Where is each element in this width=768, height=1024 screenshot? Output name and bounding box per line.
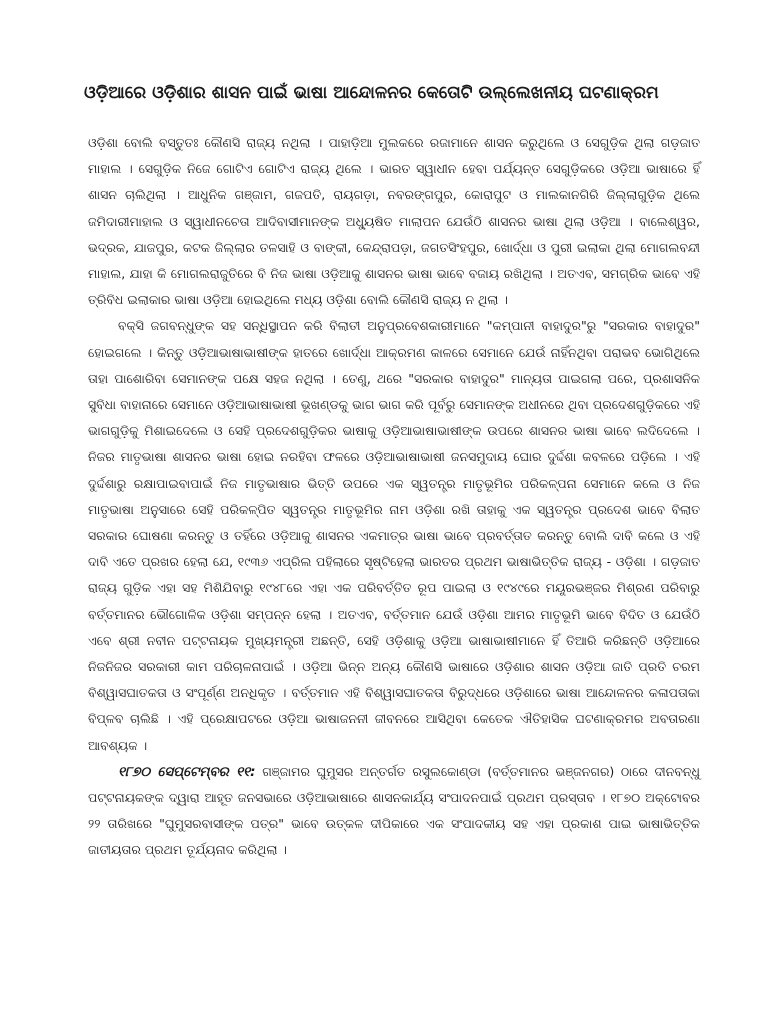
event-date: ୧୮୭୦ ସେପ୍ଟେମ୍ବର ୧୧: — [118, 763, 256, 780]
document-title: ଓଡ଼ିଆରେ ଓଡ଼ିଶାର ଶାସନ ପାଇଁ ଭାଷା ଆନ୍ଦୋଳନର କେତୋଟି ଉଲ୍ଲେଖନୀୟ ଘଟଣାକ୍ରମ — [84, 83, 659, 103]
paragraph-2: ବକ୍ସି ଜଗବନ୍ଧୁଙ୍କ ସହ ସନ୍ଧିସ୍ଥାପନ କରି ବିଲାତୀ ଅନୁପ୍ରବେଶକାରୀମାନେ "କମ୍ପାନୀ ବାହାଦୁର"ରୁ "ସରକାର ବାହାଦୁର" ହୋଇଗଲେ । କିନ୍ତୁ ଓଡ଼ିଆଭାଷାଭାଷୀଙ୍କ ହାତରେ ଖୋର୍ଦ୍ଧା ଆକ୍ରମଣ କାଳରେ ସେମାନେ ଯେଉଁ ନାହିଁନଥିବା ପରାଭବ ଭୋଗିଥିଲେ ତାହା ପାଶୋରିବା ସେମାନଙ୍କ ପକ୍ଷେ ସହଜ ନଥିଲା । ତେଣୁ, ଥରେ "ସରକାର ବାହାଦୁର" ମାନ୍ୟତା ପାଇଗଲା ପରେ, ପ୍ରଶାସନିକ ସୁବିଧା ବାହାନାରେ ସେମାନେ ଓଡ଼ିଆଭାଷାଭାଷୀ ଭୂଖଣ୍ଡକୁ ଭାଗ ଭାଗ କରି ପୂର୍ବରୁ ସେମାନଙ୍କ ଅଧୀନରେ ଥିବା ପ୍ରଦେଶଗୁଡ଼ିକରେ ଏହି ଭାଗଗୁଡ଼ିକୁ ମିଶାଇଦେଲେ ଓ ସେହି ପ୍ରଦେଶଗୁଡ଼ିକର ଭାଷାକୁ ଓଡ଼ିଆଭାଷାଭାଷୀଙ୍କ ଉପରେ ଶାସନର ଭାଷା ଭାବେ ଲଦିଦେଲେ । ନିଜର ମାତୃଭାଷା ଶାସନର ଭାଷା ହୋଇ ନରହିବା ଫଳରେ ଓଡ଼ିଆଭାଷାଭାଷୀ ଜନସମୁଦାୟ ଘୋର ଦୁର୍ଦ୍ଦଶା କବଳରେ ପଡ଼ିଲେ । ଏହି ଦୁର୍ଦ୍ଦଶାରୁ ରକ୍ଷାପାଇବାପାଇଁ ନିଜ ମାତୃଭାଷାର ଭିତ୍ତି ଉପରେ ଏକ ସ୍ୱତନ୍ତ୍ର ମାତୃଭୂମିର ପରିକଳ୍ପନା ସେମାନେ କଲେ ଓ ନିଜ ମାତୃଭାଷା ଅନୁସାରେ ସେହି ପରିକଳ୍ପିତ ସ୍ୱତନ୍ତ୍ର ମାତୃଭୂମିର ନାମ ଓଡ଼ିଶା ରଖି ତାହାକୁ ଏକ ସ୍ୱତନ୍ତ୍ର ପ୍ରଦେଶ ଭାବେ ବିଲାତ ସରକାର ଘୋଷଣା କରନ୍ତୁ ଓ ତହିଁରେ ଓଡ଼ିଆକୁ ଶାସନର ଏକମାତ୍ର ଭାଷା ଭାବେ ପ୍ରବର୍ତ୍ତାତ କରନ୍ତୁ ବୋଲି ଦାବି କଲେ ଓ ଏହି ଦାବି ଏତେ ପ୍ରଖର ହେଲା ଯେ, ୧୯୩୬ ଏପ୍ରିଲ ପହିଲାରେ ସୃଷ୍ଟିହେଲା ଭାରତର ପ୍ରଥମ ଭାଷାଭିତ୍ତିକ ରାଜ୍ୟ - ଓଡ଼ିଶା । ଗଡ଼ଜାତ ରାଜ୍ୟ ଗୁଡ଼ିକ ଏହା ସହ ମିଶିଯିବାରୁ ୧୯୪୮ରେ ଏହା ଏକ ପରିବର୍ତ୍ତିତ ରୂପ ପାଇଲା ଓ ୧୯୪୯ରେ ମୟୂରଭଞ୍ଜର ମିଶ୍ରଣ ପରିବାରୁ ବର୍ତ୍ତମାନର ଭୌଗୋଳିକ ଓଡ଼ିଶା ସମ୍ପନ୍ନ ହେଲା । ଅତଏବ, ବର୍ତ୍ତମାନ ଯେଉଁ ଓଡ଼ିଶା ଆମର ମାତୃଭୂମି ଭାବେ ବିଦିତ ଓ ଯେଉଁଠି ଏବେ ଶ୍ରୀ ନବୀନ ପଟ୍ଟନାୟକ ମୁଖ୍ୟମନ୍ତ୍ରୀ ଅଛନ୍ତି, ସେହି ଓଡ଼ିଶାକୁ ଓଡ଼ିଆ ଭାଷାଭାଷୀମାନେ ହିଁ ତିଆରି କରିଛନ୍ତି ଓଡ଼ିଆରେ ନିଜନିଜର ସରକାରୀ କାମ ପରିଚାଳନାପାଇଁ । ଓଡ଼ିଆ ଭିନ୍ନ ଅନ୍ୟ କୌଣସି ଭାଷାରେ ଓଡ଼ିଶାର ଶାସନ ଓଡ଼ିଆ ଜାତି ପ୍ରତି ଚରମ ବିଶ୍ୱାସଘାତକତା ଓ ସଂପୂର୍ଣ୍ଣ ଅନଧିକୃତ । ବର୍ତ୍ତମାନ ଏହି ବିଶ୍ୱାସଘାତକତା ବିରୁଦ୍ଧରେ ଓଡ଼ିଶାରେ ଭାଷା ଆନ୍ଦୋଳନର କଳାପତାକା ବିପ୍ଳବ ଚାଲିଛି । ଏହି ପ୍ରେକ୍ଷାପଟରେ ଓଡ଼ିଆ ଭାଷାଜନନୀ ଜୀବନରେ ଆସିଥିବା କେତେକ ଐତିହାସିକ ଘଟଣାକ୍ରମର ଅବତାରଣା ଆବଶ୍ୟକ । — [88, 318, 700, 753]
document-body — [88, 130, 700, 864]
event-text: ଗଞ୍ଜାମର ଘୁମୁସର ଅନ୍ତର୍ଗତ ରସୁଲକୋଣ୍ଡା (ବର୍ତ୍ତମାନର ଭଞ୍ଜନଗର) ଠାରେ ଦୀନବନ୍ଧୁ ପଟ୍ଟନାୟକଙ୍କ ଦ୍ୱାରା ଆହୂତ ଜନସଭାରେ ଓଡ଼ିଆଭାଷାରେ ଶାସନକାର୍ଯ୍ୟ ସଂପାଦନପାଇଁ ପ୍ରଥମ ପ୍ରସ୍ତାବ । ୧୮୭୦ ଅକ୍ଟୋବର ୨୨ ତାରିଖରେ "ଘୁମୁସରବାସୀଙ୍କ ପତ୍ର" ଭାବେ ଉତ୍କଳ ଦୀପିକାରେ ଏକ ସଂପାଦକୀୟ ସହ ଏହା ପ୍ରକାଶ ପାଇ ଭାଷାଭିତ୍ତିକ ଜାତୀୟତାର ପ୍ରଥମ ତୂର୍ଯ୍ୟନାଦ କରିଥିଲା । — [88, 763, 700, 858]
paragraph-1: ଓଡ଼ିଶା ବୋଲି ବସ୍ତୁତଃ କୌଣସି ରାଜ୍ୟ ନଥିଲା । ପାହାଡ଼ିଆ ମୁଲକରେ ରଜାମାନେ ଶାସନ କରୁଥିଲେ ଓ ସେଗୁଡ଼ିକ ଥିଲା ଗଡ଼ଜାତ ମାହାଲ । ସେଗୁଡ଼ିକ ନିଜେ ଗୋଟିଏ ଗୋଟିଏ ରାଜ୍ୟ ଥିଲେ । ଭାରତ ସ୍ୱାଧୀନ ହେବା ପର୍ଯ୍ୟନ୍ତ ସେଗୁଡ଼ିକରେ ଓଡ଼ିଆ ଭାଷାରେ ହିଁ ଶାସନ ଚାଲିଥିଲା । ଆଧୁନିକ ଗଞ୍ଜାମ, ଗଜପତି, ରାୟଗଡ଼ା, ନବରଙ୍ଗପୁର, କୋରାପୁଟ ଓ ମାଲକାନଗିରି ଜିଲ୍ଲାଗୁଡ଼ିକ ଥିଲେ ଜମିଦାରୀମାହାଲ ଓ ସ୍ୱାଧୀନଚେତା ଆଦିବାସୀମାନଙ୍କ ଅଧ୍ୟୁଷିତ ମାଲାପନ ଯେଉଁଠି ଶାସନର ଭାଷା ଥିଲା ଓଡ଼ିଆ । ବାଲେଶ୍ୱର, ଭଦ୍ରକ, ଯାଜପୁର, କଟକ ଜିଲ୍ଲାର ତଳସାହି ଓ ବାଙ୍କୀ, କେନ୍ଦ୍ରାପଡ଼ା, ଜଗତସିଂହପୁର, ଖୋର୍ଦ୍ଧା ଓ ପୁରୀ ଇଲାକା ଥିଲା ମୋଗଲବନ୍ଦୀ ମାହାଲ, ଯାହା କି ମୋଗଲରାଜୁତିରେ ବି ନିଜ ଭାଷା ଓଡ଼ିଆକୁ ଶାସନର ଭାଷା ଭାବେ ବଜାୟ ରଖିଥିଲା । ଅତଏବ, ସମଗ୍ରିକ ଭାବେ ଏହି ତ୍ରିବିଧ ଇଲାକାର ଭାଷା ଓଡ଼ିଆ ହୋଇଥିଲେ ମଧ୍ୟ ଓଡ଼ିଶା ବୋଲି କୌଣସି ରାଜ୍ୟ ନ ଥିଲା । — [88, 135, 700, 308]
event-paragraph — [88, 759, 700, 864]
